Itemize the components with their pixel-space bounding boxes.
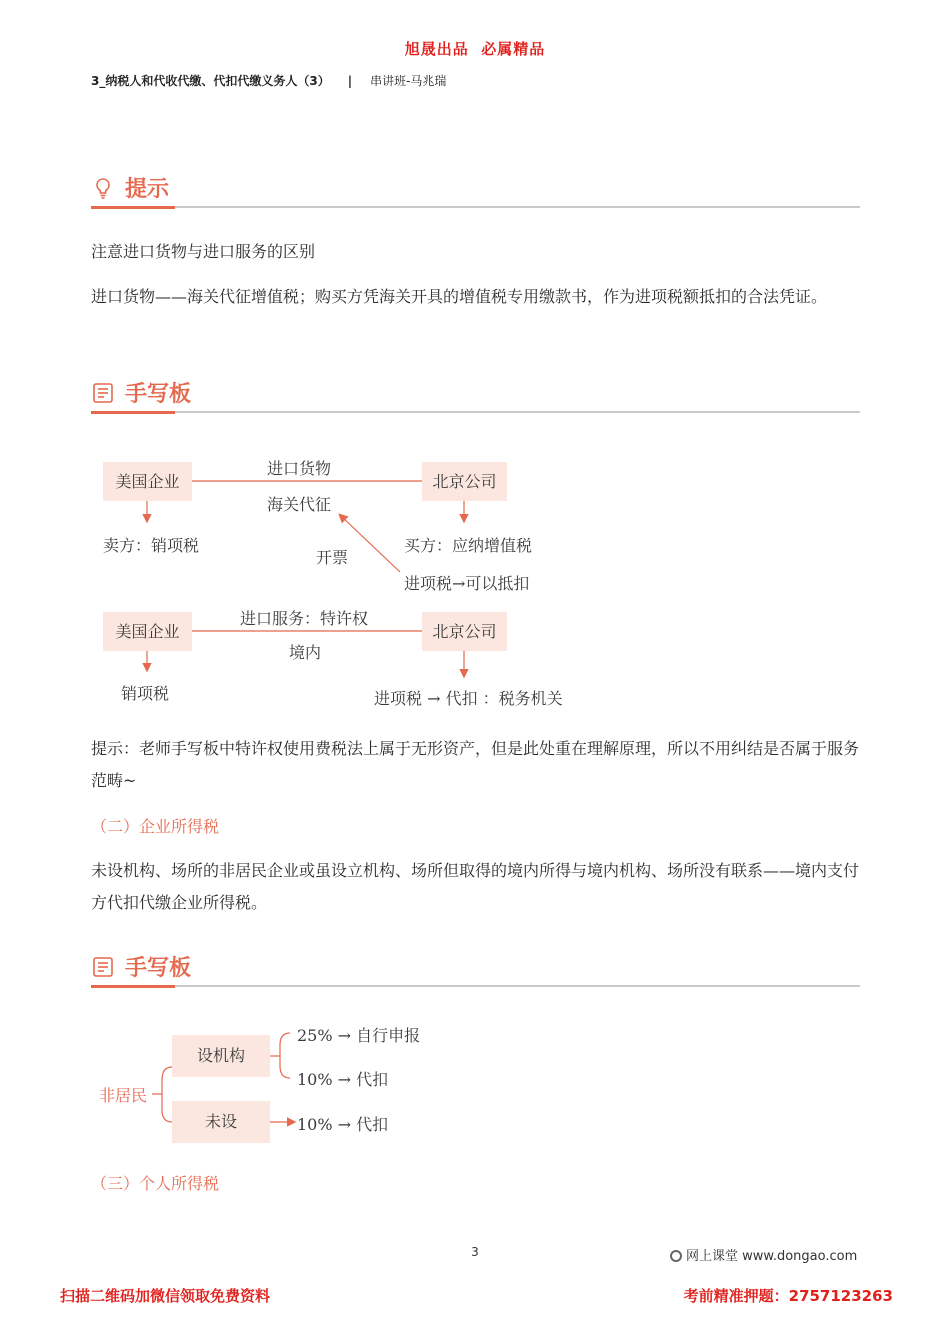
label-customs-collect: 海关代征 [267,495,332,514]
notepad-icon [91,955,115,979]
watermark-top: 旭晟出品 必属精品 [404,40,546,58]
tip-paragraph-2: 进口货物——海关代征增值税；购买方凭海关开具的增值税专用缴款书，作为进项税额抵扣的合法凭证。 [91,287,828,306]
handwriting-header-2 [91,949,860,989]
footer-promo-right: 考前精准押题：2757123263 [683,1287,893,1305]
label-import-service: 进口服务：特许权 [240,609,369,628]
box-beijing-company: 北京公司 [422,612,507,651]
tip-paragraph-1: 注意进口货物与进口服务的区别 [91,242,316,261]
chapter-title: 3_纳税人和代收代缴、代扣代缴义务人（3） [91,74,330,88]
label-25-self-declare: 25% → 自行申报 [297,1026,421,1045]
header-separator: | [347,74,353,88]
label-10-withhold-unset: 10% → 代扣 [297,1115,389,1134]
label-import-goods: 进口货物 [267,459,332,478]
tree-root-nonresident: 非居民 [99,1086,148,1105]
label-input-deduct: 进项税→可以抵扣 [404,574,530,593]
subsection-iit: （三）个人所得税 [91,1174,220,1193]
label-output-tax: 销项税 [121,684,170,703]
cit-paragraph: 未设机构、场所的非居民企业或虽设立机构、场所但取得的境内所得与境内机构、场所没有联系——境内支付方代扣代缴企业所得税。 [91,861,860,912]
box-us-company: 美国企业 [103,462,192,501]
section-title: 提示 [125,176,170,202]
box-with-establishment: 设机构 [172,1035,270,1077]
subsection-cit: （二）企业所得税 [91,817,220,836]
label-buyer-vat: 买方：应纳增值税 [404,536,533,555]
box-without-establishment: 未设 [172,1101,270,1143]
label-domestic: 境内 [289,643,322,662]
course-name: 串讲班-马兆瑞 [370,74,447,88]
brand-logo-icon [670,1250,682,1262]
note-paragraph: 提示：老师手写板中特许权使用费税法上属于无形资产，但是此处重在理解原理，所以不用纠结是否属于服务范畴~ [91,739,860,790]
section-rule [91,985,860,987]
section-rule-accent [91,985,175,988]
label-withhold: 进项税 → 代扣 ：税务机关 [374,689,563,708]
page-number: 3 [471,1245,479,1259]
box-beijing-company: 北京公司 [422,462,507,501]
brand-text: 网上课堂 www.dongao.com [686,1249,858,1264]
tree-brace [162,1067,172,1122]
footer-brand [670,1245,857,1264]
label-10-withhold: 10% → 代扣 [297,1070,389,1089]
footer-promo-left: 扫描二维码加微信领取免费资料 [60,1287,271,1305]
section-title: 手写板 [125,955,192,981]
arrow-diagonal [340,515,400,572]
section-title: 手写板 [125,381,192,407]
box-us-company: 美国企业 [103,612,192,651]
tree-brace [280,1033,290,1078]
label-invoice: 开票 [316,548,349,567]
label-seller-output-tax: 卖方：销项税 [103,536,200,555]
